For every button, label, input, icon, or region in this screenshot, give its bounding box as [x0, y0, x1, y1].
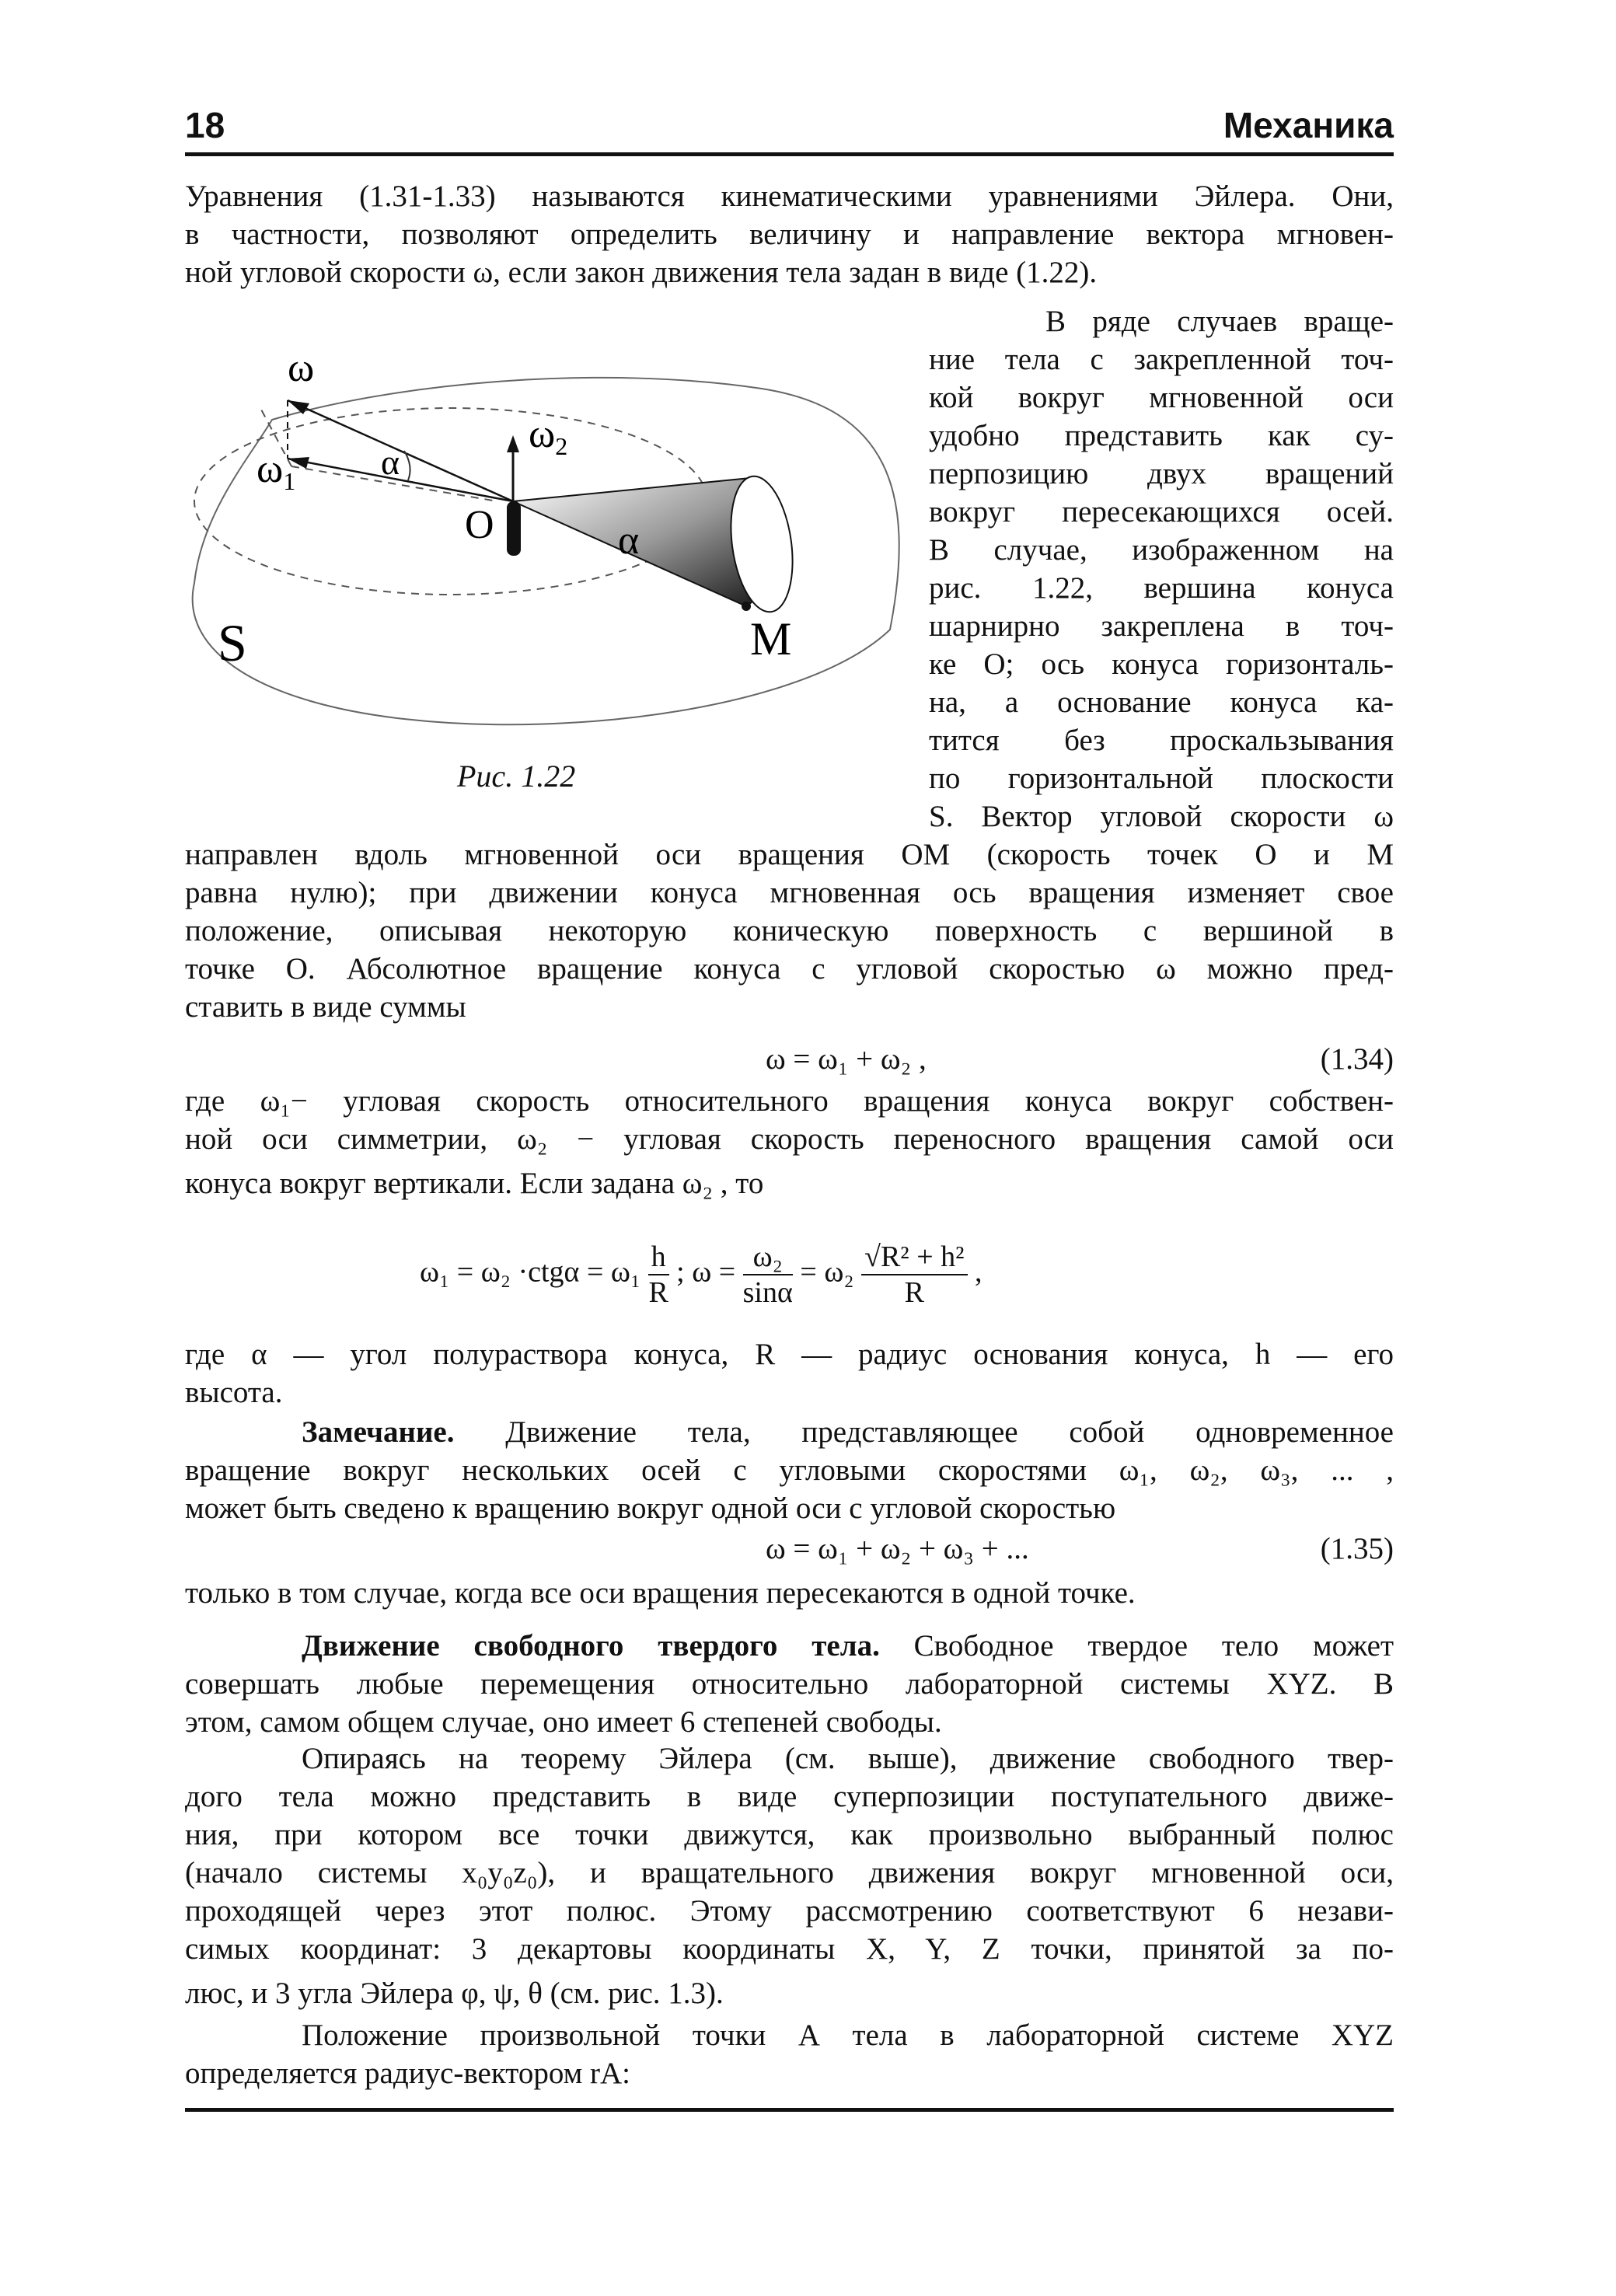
paragraph-3: [185, 1082, 1394, 1202]
text-line: (начало системы x₀y₀z₀), и вращательного движения вокруг мгновенной оси,: [185, 1856, 1394, 1889]
text-line: [185, 1627, 1394, 1665]
footer-rule: [185, 2108, 1394, 2112]
text-line: высота.: [185, 1376, 283, 1409]
paragraph-4: [185, 1335, 1394, 1411]
formula-part: = ω₂: [800, 1255, 854, 1289]
section-title: Механика: [1223, 105, 1394, 145]
text-line: Уравнения (1.31-1.33) называются кинематическими уравнениями Эйлера. Они,: [185, 180, 1394, 213]
denominator: sinα: [742, 1276, 793, 1309]
paragraph-1: [185, 177, 1394, 291]
text-line: точке О. Абсолютное вращение конуса с угловой скоростью ω можно пред-: [185, 952, 1394, 986]
text-line: дого тела можно представить в виде суперпозиции поступательного движе-: [185, 1780, 1394, 1813]
text-line: S. Вектор угловой скорости ω: [929, 800, 1394, 833]
text-line: где ω₁− угловая скорость относительного вращения конуса вокруг собствен-: [185, 1084, 1394, 1118]
denominator: R: [904, 1276, 924, 1309]
label-s: S: [218, 613, 247, 672]
text-line: проходящей через этот полюс. Этому рассмотрению соответствуют 6 незави-: [185, 1894, 1394, 1928]
label-alpha-top: α: [381, 442, 400, 482]
text-line: положение, описывая некоторую коническую поверхность с вершиной в: [185, 914, 1394, 947]
remark: [185, 1413, 1394, 1527]
denominator: R: [648, 1276, 668, 1309]
page-number: 18: [185, 105, 225, 145]
text-line: кой вокруг мгновенной оси: [929, 381, 1394, 414]
paragraph-7: [185, 2016, 1394, 2092]
text-line: В ряде случаев враще-: [1045, 305, 1394, 338]
free-title: Движение свободного твердого тела.: [302, 1629, 880, 1663]
text-line: равна нулю); при движении конуса мгновенная ось вращения изменяет свое: [185, 876, 1394, 909]
text-line: люс, и 3 угла Эйлера φ, ψ, θ (см. рис. 1.3).: [185, 1977, 724, 2010]
text-fragment: Движение тела, представляющее собой одновременное: [454, 1415, 1394, 1449]
paragraph-2: [185, 836, 1394, 1026]
text-line: вращение вокруг нескольких осей с угловыми скоростями ω₁, ω₂, ω₃, ... ,: [185, 1453, 1394, 1487]
text-line: по горизонтальной плоскости: [929, 762, 1394, 795]
paragraph-6: [185, 1739, 1394, 2012]
formula-omega: [420, 1240, 983, 1310]
text-line: удобно представить как су-: [929, 419, 1394, 452]
text-line: ке О; ось конуса горизонталь-: [929, 647, 1394, 681]
equation-1-34: ω = ω₁ + ω₂ ,: [766, 1042, 927, 1076]
formula-part: ω₁ = ω₂ ·ctgα = ω₁: [420, 1255, 641, 1289]
text-line: В случае, изображенном на: [929, 533, 1394, 567]
text-line: вокруг пересекающихся осей.: [929, 495, 1394, 529]
fraction-omega2-sin: [743, 1240, 793, 1310]
label-omega1: ω1: [257, 447, 296, 495]
equation-1-35: ω = ω₁ + ω₂ + ω₃ + ...: [766, 1532, 1029, 1565]
fraction-sqrt: [861, 1240, 967, 1310]
side-text: [929, 302, 1394, 836]
text-line: определяется радиус-вектором rA:: [185, 2057, 631, 2090]
text-line: [185, 1413, 1394, 1451]
figure-caption: Рис. 1.22: [457, 759, 576, 794]
text-line: в частности, позволяют определить величину и направление вектора мгновен-: [185, 218, 1394, 251]
equation-number-1-35: (1.35): [1320, 1532, 1394, 1565]
formula-part: ; ω =: [676, 1255, 736, 1289]
label-o: O: [465, 503, 494, 547]
formula-part: ,: [975, 1255, 983, 1289]
text-line: тится без проскальзывания: [929, 724, 1394, 757]
label-omega: ω: [288, 346, 315, 390]
text-line: может быть сведено к вращению вокруг одной оси с угловой скоростью: [185, 1492, 1116, 1525]
text-line: симых координат: 3 декартовы координаты X, Y, Z точки, принятой за по-: [185, 1932, 1394, 1966]
text-line: только в том случае, когда все оси вращения пересекаются в одной точке.: [185, 1576, 1136, 1610]
text-line: на, а основание конуса ка-: [929, 686, 1394, 719]
text-line: где α — угол полураствора конуса, R — радиус основания конуса, h — его: [185, 1338, 1394, 1371]
text-line: направлен вдоль мгновенной оси вращения ОМ (скорость точек О и М: [185, 838, 1394, 871]
numerator: h: [648, 1240, 669, 1275]
text-line: конуса вокруг вертикали. Если задана ω₂ , то: [185, 1167, 764, 1200]
equation-number-1-34: (1.34): [1320, 1042, 1394, 1076]
label-omega2: ω2: [529, 412, 568, 460]
text-line: ние тела с закрепленной точ-: [929, 343, 1394, 376]
point-m: [742, 602, 751, 611]
remark-title: Замечание.: [302, 1415, 455, 1449]
numerator: √R² + h²: [861, 1240, 967, 1275]
text-line: рис. 1.22, вершина конуса: [929, 571, 1394, 605]
text-line: ной оси симметрии, ω₂ − угловая скорость переносного вращения самой оси: [185, 1122, 1394, 1156]
free-body-paragraph: [185, 1627, 1394, 1741]
text-line: ния, при котором все точки движутся, как произвольно выбранный полюс: [185, 1818, 1394, 1851]
paragraph-5: [185, 1574, 1394, 1612]
pivot-post: [507, 501, 521, 556]
numerator: ω₂: [743, 1240, 793, 1275]
text-line: совершать любые перемещения относительно лабораторной системы XYZ. В: [185, 1667, 1394, 1701]
text-fragment: Свободное твердое тело может: [879, 1629, 1394, 1663]
text-line: этом, самом общем случае, оно имеет 6 степеней свободы.: [185, 1705, 942, 1739]
figure-cone-diagram: [171, 334, 917, 738]
label-alpha-cone: α: [618, 518, 640, 563]
text-line: перпозицию двух вращений: [929, 457, 1394, 490]
page-header: [185, 101, 1394, 156]
label-m: M: [750, 613, 792, 665]
text-line: Положение произвольной точки А тела в лабораторной системе XYZ: [302, 2019, 1394, 2052]
text-line: ставить в виде суммы: [185, 990, 466, 1024]
text-line: шарнирно закреплена в точ-: [929, 609, 1394, 643]
text-line: ной угловой скорости ω, если закон движения тела задан в виде (1.22).: [185, 256, 1098, 289]
text-line: Опираясь на теорему Эйлера (см. выше), движение свободного твер-: [302, 1742, 1394, 1775]
fraction-h-r: [648, 1240, 669, 1310]
